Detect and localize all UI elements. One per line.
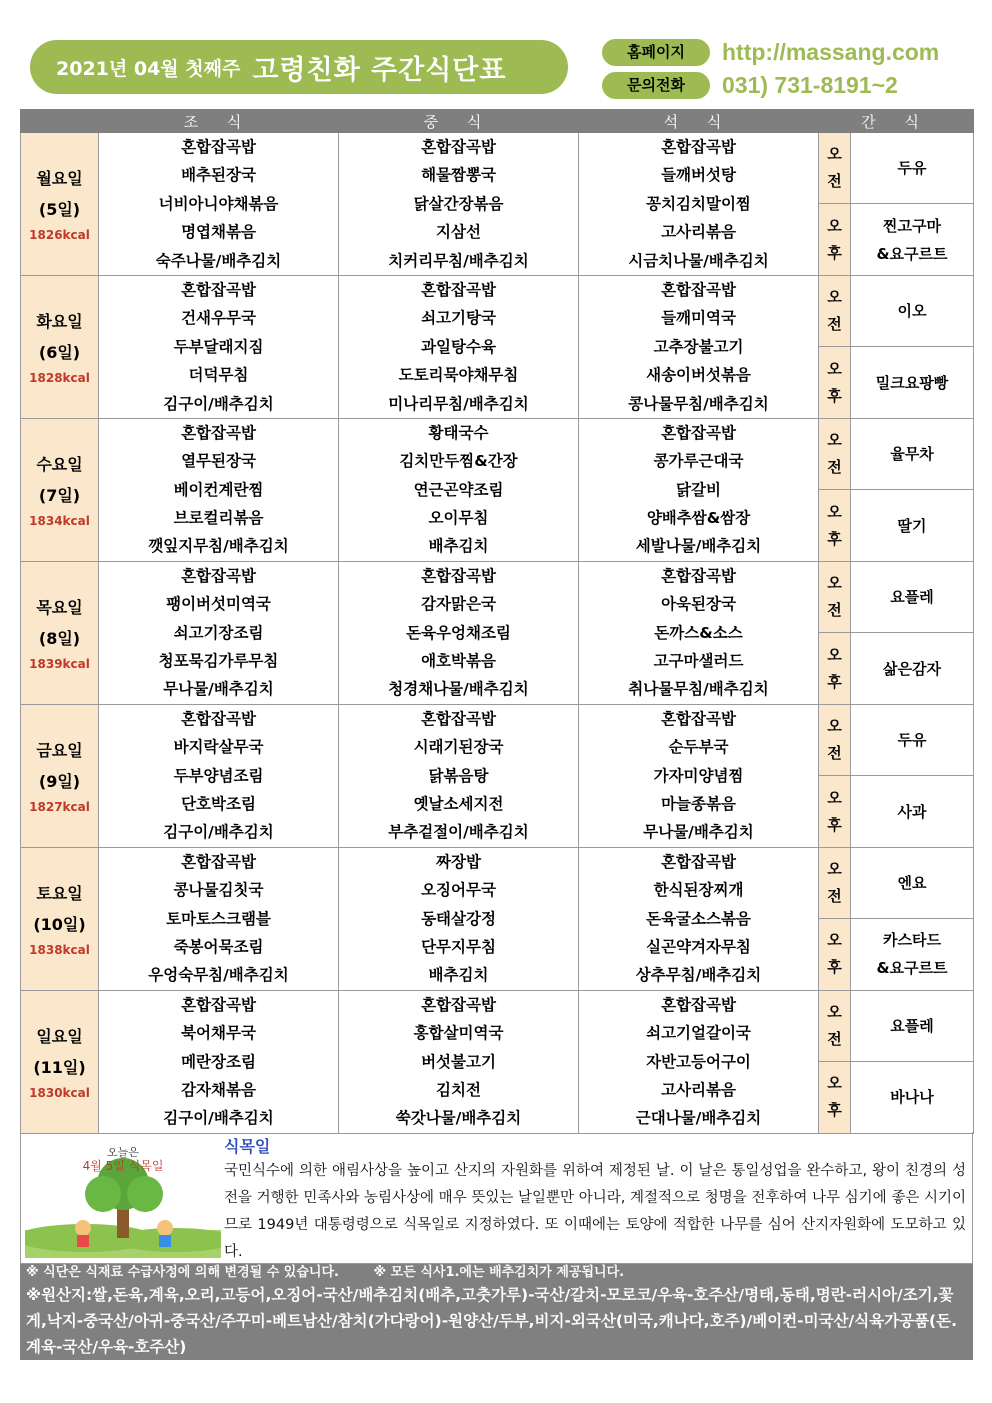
col-header-day (21, 110, 99, 133)
menu-item: 한식된장찌개 (653, 881, 744, 900)
menu-item: 혼합잡곡밥 (421, 138, 496, 156)
menu-item: 가자미양념찜 (653, 766, 744, 785)
pm-snack (851, 1062, 974, 1133)
day-cell (21, 275, 99, 418)
day-date: (8일) (38, 628, 81, 648)
menu-item: 고사리볶음 (661, 1080, 736, 1099)
menu-item: 상추무침/배추김치 (635, 966, 762, 985)
menu-item: 순두부국 (668, 738, 729, 757)
day-cell (21, 990, 99, 1133)
menu-item: 혼합잡곡밥 (181, 138, 256, 156)
menu-item: 돈육우엉채조림 (406, 623, 511, 642)
day-kcal: 1826kcal (29, 227, 90, 242)
menu-item: 고구마샐러드 (653, 652, 744, 671)
menu-item: 버섯불고기 (421, 1052, 496, 1071)
day-row-am (21, 990, 974, 1061)
lunch-cell (339, 561, 579, 704)
pm-label-text: 오후 (827, 359, 842, 405)
day-kcal: 1827kcal (29, 799, 90, 814)
day-name: 토요일 (36, 883, 83, 903)
menu-item: 취나물무침/배추김치 (628, 680, 769, 699)
menu-item: 베이컨계란찜 (173, 480, 264, 499)
menu-item: 무나물/배추김치 (163, 680, 274, 699)
col-header-snack: 간 식 (819, 110, 974, 133)
menu-item: 애호박볶음 (421, 652, 496, 671)
menu-item: 콩나물무침/배추김치 (628, 394, 769, 413)
menu-item: 부추겉절이/배추김치 (388, 823, 529, 842)
pm-label (819, 776, 851, 847)
am-label-text: 오전 (827, 860, 842, 905)
day-cell (21, 561, 99, 704)
pm-snack (851, 919, 974, 990)
pm-label (819, 1062, 851, 1133)
phone-row (602, 69, 898, 101)
day-kcal: 1828kcal (29, 370, 90, 385)
origin-info: ※원산지:쌀,돈육,계육,오리,고등어,오징어-국산/배추김치(배추,고춧가루)-국산/갈치-모로코/우육-호주산/명태,동태,명란-러시아/조기,꽃게,낙지-중국산/아귀-중국산/주꾸미-베트남산/참치(가다랑어)-원양산/두부,비지-외국산(미국,캐나다,호주)/베이컨-미국산/식육가공품(돈.계육-국산/우육-호주산) (26, 1286, 957, 1356)
menu-item: 김치전 (436, 1080, 481, 1099)
menu-item: 옛날소세지전 (413, 794, 504, 813)
menu-item: 시금치나물/배추김치 (628, 251, 769, 270)
menu-item: 닭살간장볶음 (413, 194, 504, 213)
menu-item: 오이무침 (428, 509, 489, 528)
breakfast-cell (99, 990, 339, 1133)
menu-item: 양배추쌈&쌈장 (646, 509, 751, 528)
day-name: 금요일 (36, 740, 83, 760)
dinner-cell (579, 275, 819, 418)
dinner-cell (579, 847, 819, 990)
am-label (819, 990, 851, 1061)
day-name: 수요일 (36, 454, 83, 474)
footer-notes (26, 1264, 967, 1282)
lunch-cell (339, 990, 579, 1133)
menu-item: 김치만두찜&간장 (399, 452, 518, 471)
homepage-url[interactable]: http://massang.com (722, 38, 940, 65)
menu-item: 고사리볶음 (661, 223, 736, 242)
dinner-cell (579, 561, 819, 704)
dinner-cell (579, 704, 819, 847)
day-date: (10일) (33, 914, 86, 934)
header-row (21, 110, 974, 133)
menu-item: 쇠고기얼갈이국 (646, 1024, 751, 1043)
title-banner (30, 40, 568, 94)
am-snack (851, 561, 974, 632)
info-heading: 식목일 (224, 1137, 271, 1156)
menu-item: 열무된장국 (181, 452, 256, 471)
pm-snack (851, 633, 974, 704)
am-snack-text: 두유 (897, 159, 927, 178)
menu-item: 명엽채볶음 (181, 223, 256, 242)
arbor-day-illustration (25, 1142, 221, 1258)
day-row-am (21, 275, 974, 346)
pm-label (819, 347, 851, 418)
pm-snack-text: 찐고구마 &요구르트 (876, 216, 948, 263)
day-row-am (21, 418, 974, 489)
col-header-lunch: 중 식 (339, 110, 579, 133)
day-name: 월요일 (36, 168, 83, 188)
pm-snack-text: 카스타드 &요구르트 (876, 931, 948, 978)
menu-item: 꽁치김치말이찜 (646, 194, 751, 213)
menu-item: 혼합잡곡밥 (421, 995, 496, 1014)
menu-item: 김구이/배추김치 (163, 1109, 274, 1128)
menu-item: 지삼선 (436, 223, 481, 242)
am-label-text: 오전 (827, 717, 842, 763)
menu-item: 연근곤약조림 (413, 480, 504, 499)
menu-item: 쇠고기탕국 (421, 309, 496, 328)
breakfast-cell (99, 847, 339, 990)
pm-snack-text: 밀크요팡빵 (875, 373, 949, 392)
menu-item: 혼합잡곡밥 (181, 995, 256, 1014)
menu-item: 혼합잡곡밥 (661, 995, 736, 1014)
menu-item: 홍합살미역국 (413, 1024, 504, 1043)
day-date: (5일) (38, 199, 81, 219)
menu-item: 자반고등어구이 (646, 1052, 751, 1071)
menu-item: 혼합잡곡밥 (661, 709, 736, 728)
pm-snack (851, 204, 974, 275)
menu-item: 근대나물/배추김치 (635, 1109, 762, 1128)
menu-item: 실곤약겨자무침 (646, 937, 751, 956)
day-row-am (21, 133, 974, 204)
day-date: (11일) (33, 1057, 86, 1077)
menu-item: 세발나물/배추김치 (635, 537, 762, 556)
menu-item: 혼합잡곡밥 (181, 566, 256, 585)
menu-item: 도토리묵야채무침 (398, 366, 519, 385)
menu-item: 우엉숙무침/배추김치 (148, 966, 289, 985)
menu-item: 시래기된장국 (413, 738, 504, 757)
breakfast-cell (99, 133, 339, 276)
info-body: 국민식수에 의한 애림사상을 높이고 산지의 자원화를 위하여 제정된 날. 이 날은 통일성업을 완수하고, 왕이 친경의 성전을 거행한 민족사와 농림사상에 매우 뜻있는 날일뿐만 아니라, 계절적으로 청명을 전후하여 나무 심기에 좋은 시기이므로 1949년 대통령령으로 식목일로 지정하였다. 또 이때에는 토양에 적합한 나무를 심어 산지자원화에 도모하고 있다. (224, 1163, 966, 1260)
am-snack (851, 133, 974, 204)
page-title: 고령친화 주간식단표 (252, 54, 507, 86)
homepage-row (602, 36, 939, 68)
menu-item: 단호박조림 (181, 794, 256, 813)
menu-item: 감자채볶음 (181, 1080, 256, 1099)
am-snack (851, 990, 974, 1061)
am-label (819, 275, 851, 346)
menu-item: 배추된장국 (181, 166, 256, 185)
am-label (819, 133, 851, 204)
am-label-text: 오전 (827, 431, 842, 477)
menu-item: 미나리무침/배추김치 (388, 394, 529, 413)
pm-label-text: 오후 (827, 931, 842, 977)
menu-item: 닭갈비 (676, 480, 721, 499)
illustration-caption-2: 4월 5일 식목일 (82, 1159, 164, 1173)
col-header-dinner: 석 식 (579, 110, 819, 133)
pm-label (819, 633, 851, 704)
menu-item: 단무지무침 (421, 937, 496, 956)
menu-item: 혼합잡곡밥 (421, 280, 496, 299)
pm-snack-text: 딸기 (897, 516, 927, 535)
menu-item: 숙주나물/배추김치 (155, 251, 282, 270)
pm-label-text: 오후 (827, 788, 842, 834)
homepage-label: 홈페이지 (602, 39, 710, 66)
am-snack-text: 이오 (897, 302, 927, 321)
day-kcal: 1839kcal (29, 656, 90, 671)
am-label-text: 오전 (827, 145, 842, 191)
am-snack-text: 엔요 (897, 874, 927, 892)
menu-item: 무나물/배추김치 (643, 823, 754, 842)
menu-item: 혼합잡곡밥 (661, 138, 736, 156)
am-label (819, 418, 851, 489)
am-snack (851, 847, 974, 918)
am-snack (851, 418, 974, 489)
title-week: 2021년 04월 첫째주 (56, 57, 241, 80)
am-label (819, 847, 851, 918)
am-snack (851, 704, 974, 775)
menu-item: 혼합잡곡밥 (661, 423, 736, 442)
menu-item: 치커리무침/배추김치 (388, 251, 529, 270)
breakfast-cell (99, 418, 339, 561)
day-name: 일요일 (36, 1026, 83, 1046)
day-row-am (21, 561, 974, 632)
day-row-am (21, 847, 974, 918)
am-label-text: 오전 (827, 288, 842, 334)
breakfast-cell (99, 275, 339, 418)
menu-item: 혼합잡곡밥 (661, 852, 736, 871)
day-cell (21, 133, 99, 276)
menu-item: 혼합잡곡밥 (181, 709, 256, 728)
menu-item: 바지락살무국 (173, 738, 264, 757)
menu-item: 혼합잡곡밥 (181, 423, 256, 442)
menu-item: 동태살강정 (421, 909, 496, 928)
am-snack-text: 율무차 (890, 445, 934, 464)
pm-snack-text: 사과 (897, 802, 927, 821)
footer (20, 1264, 973, 1360)
menu-item: 죽봉어묵조림 (173, 937, 264, 956)
menu-item: 콩가루근대국 (653, 452, 744, 471)
day-kcal: 1838kcal (29, 942, 90, 957)
menu-item: 너비아니야채볶음 (158, 194, 279, 213)
menu-item: 감자맑은국 (421, 595, 496, 614)
pm-snack (851, 490, 974, 561)
menu-item: 고추장불고기 (653, 337, 744, 356)
menu-item: 김구이/배추김치 (163, 823, 274, 842)
menu-item: 마늘종볶음 (661, 794, 736, 813)
menu-item: 혼합잡곡밥 (181, 852, 256, 871)
menu-item: 돈까스&소스 (654, 623, 743, 642)
menu-item: 쑥갓나물/배추김치 (395, 1109, 522, 1128)
lunch-cell (339, 418, 579, 561)
pm-label-text: 오후 (827, 502, 842, 548)
am-snack-text: 두유 (897, 731, 927, 750)
day-name: 목요일 (36, 597, 83, 617)
menu-item: 혼합잡곡밥 (421, 709, 496, 728)
menu-item: 청경채나물/배추김치 (388, 680, 529, 699)
lunch-cell (339, 275, 579, 418)
menu-item: 브로컬리볶음 (173, 509, 264, 528)
pm-label (819, 919, 851, 990)
menu-item: 황태국수 (428, 423, 489, 442)
menu-item: 들깨버섯탕 (661, 166, 736, 185)
footer-note-1: ※ 식단은 식재료 수급사정에 의해 변경될 수 있습니다. (26, 1265, 339, 1280)
menu-item: 해물짬뽕국 (421, 166, 496, 185)
menu-item: 혼합잡곡밥 (181, 280, 256, 299)
am-snack-text: 요플레 (890, 1016, 934, 1035)
weekly-menu-table (20, 109, 974, 1134)
menu-item: 혼합잡곡밥 (421, 566, 496, 585)
menu-item: 배추김치 (428, 537, 489, 556)
illustration-caption-1: 오늘은 (107, 1146, 139, 1159)
menu-item: 닭볶음탕 (428, 766, 489, 785)
menu-item: 김구이/배추김치 (163, 394, 274, 413)
am-snack (851, 275, 974, 346)
menu-item: 새송이버섯볶음 (646, 366, 751, 385)
day-date: (9일) (38, 771, 81, 791)
phone-number: 031) 731-8191~2 (722, 71, 898, 98)
menu-item: 토마토스크램블 (166, 909, 271, 928)
menu-item: 돈육굴소스볶음 (646, 909, 751, 928)
menu-item: 두부달래지짐 (173, 337, 264, 356)
am-label-text: 오전 (827, 574, 842, 620)
day-kcal: 1830kcal (29, 1085, 90, 1100)
am-snack-text: 요플레 (890, 588, 934, 607)
dinner-cell (579, 418, 819, 561)
menu-item: 혼합잡곡밥 (661, 566, 736, 585)
phone-label: 문의전화 (602, 72, 710, 99)
pm-label-text: 오후 (827, 1074, 842, 1120)
col-header-breakfast: 조 식 (99, 110, 339, 133)
info-panel (20, 1132, 973, 1264)
day-date: (6일) (38, 342, 81, 362)
day-kcal: 1834kcal (29, 513, 90, 528)
pm-label-text: 오후 (827, 645, 842, 691)
lunch-cell (339, 133, 579, 276)
menu-item: 북어채무국 (181, 1024, 256, 1043)
menu-item: 오징어무국 (421, 881, 496, 900)
am-label-text: 오전 (827, 1002, 842, 1048)
menu-body (21, 133, 974, 1134)
footer-note-2: ※ 모든 식사1.에는 배추김치가 제공됩니다. (373, 1265, 625, 1280)
pm-snack-text: 삶은감자 (883, 659, 941, 678)
lunch-cell (339, 704, 579, 847)
menu-item: 더덕무침 (188, 366, 249, 385)
menu-item: 두부양념조림 (173, 766, 264, 785)
lunch-cell (339, 847, 579, 990)
menu-item: 팽이버섯미역국 (166, 595, 271, 614)
day-cell (21, 418, 99, 561)
pm-label-text: 오후 (827, 216, 842, 262)
pm-snack (851, 347, 974, 418)
pm-snack-text: 바나나 (890, 1088, 934, 1107)
dinner-cell (579, 133, 819, 276)
pm-snack (851, 776, 974, 847)
breakfast-cell (99, 561, 339, 704)
menu-item: 청포묵김가루무침 (158, 652, 279, 671)
pm-label (819, 204, 851, 275)
day-cell (21, 704, 99, 847)
day-date: (7일) (38, 485, 81, 505)
dinner-cell (579, 990, 819, 1133)
menu-item: 짜장밥 (436, 852, 481, 871)
menu-item: 콩나물김칫국 (173, 881, 264, 900)
day-name: 화요일 (36, 311, 83, 331)
menu-item: 혼합잡곡밥 (661, 280, 736, 299)
am-label (819, 704, 851, 775)
day-cell (21, 847, 99, 990)
am-label (819, 561, 851, 632)
breakfast-cell (99, 704, 339, 847)
menu-item: 과일탕수육 (421, 337, 496, 356)
menu-item: 깻잎지무침/배추김치 (148, 537, 289, 556)
menu-item: 쇠고기장조림 (173, 623, 264, 642)
menu-item: 아욱된장국 (661, 595, 736, 614)
menu-item: 메란장조림 (181, 1052, 256, 1071)
pm-label (819, 490, 851, 561)
menu-item: 배추김치 (428, 966, 489, 985)
menu-item: 건새우무국 (181, 309, 256, 328)
day-row-am (21, 704, 974, 775)
menu-item: 들깨미역국 (661, 309, 736, 328)
